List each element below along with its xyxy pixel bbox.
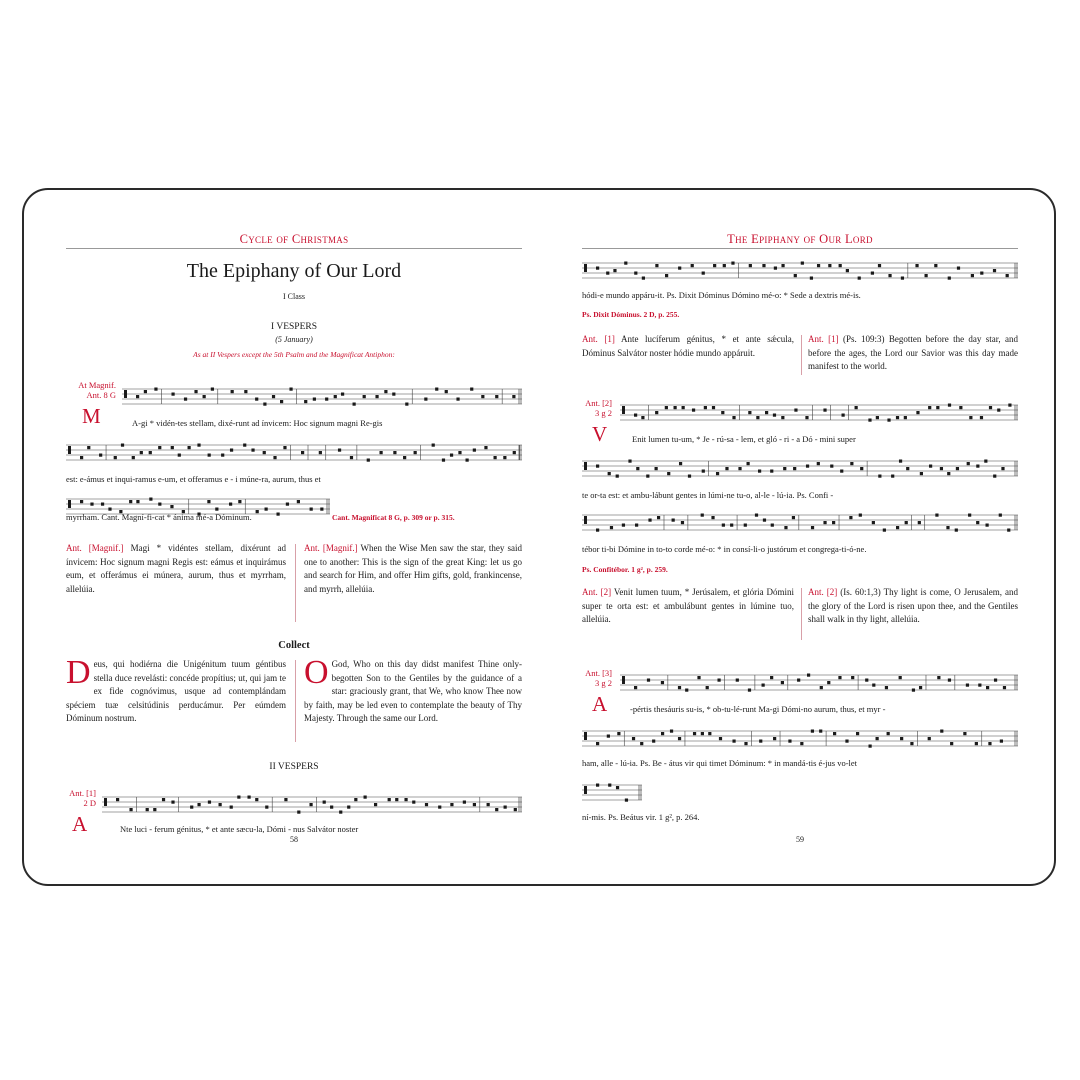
canticle-reference: Cant. Magnificat 8 G, p. 309 or p. 315. xyxy=(332,513,455,522)
magnificat-cue xyxy=(66,380,116,400)
collect-english xyxy=(304,654,522,726)
antiphon-english xyxy=(304,542,522,596)
running-head-rule xyxy=(582,248,1018,249)
collect-latin xyxy=(66,654,286,726)
chant-staff xyxy=(620,672,1018,694)
antiphon-latin-text: Ante lucíferum génitus, * et ante sǽcula, Dóminus Salvátor noster hódie mundo appáruit. xyxy=(582,334,794,358)
column-divider xyxy=(295,660,296,742)
drop-cap: O xyxy=(304,654,329,691)
chant-staff xyxy=(620,402,1018,424)
class-label: I Class xyxy=(283,292,305,301)
chant-staff xyxy=(582,512,1018,534)
antiphon-cue xyxy=(582,398,612,418)
cue-line: At Magnif. xyxy=(78,380,116,390)
vespers-heading: I VESPERS xyxy=(270,322,318,332)
initial-letter: M xyxy=(82,404,101,428)
chant-lyrics: hódi-e mundo appáru-it. Ps. Dixit Dóminus Dómino mé-o: * Sede a dextris mé-is. xyxy=(582,290,861,300)
chant-staff xyxy=(582,458,1018,480)
psalm-reference: Ps. Dixit Dóminus. 2 D, p. 255. xyxy=(582,310,680,319)
column-divider xyxy=(295,544,296,622)
running-head-rule xyxy=(66,248,522,249)
antiphon-english-text: (Ps. 109:3) Begotten before the day star, and before the ages, the Lord our Savior was this day made manifest to the world. xyxy=(808,334,1018,372)
left-page xyxy=(66,190,522,884)
antiphon-label: Ant. [2] xyxy=(808,587,838,597)
antiphon-latin xyxy=(582,586,794,627)
chant-lyrics: ham, alle - lú-ia. Ps. Be - átus vir qui timet Dóminum: * in mandá-tis é-jus vo-let xyxy=(582,758,858,768)
running-head: Cycle of Christmas xyxy=(239,232,349,246)
chant-lyrics: est: e-ámus et inqui-ramus e-um, et offeramus e - i múne-ra, aurum, thus et xyxy=(66,474,321,484)
cue-line: Ant. [1] xyxy=(69,788,96,798)
date-note: (5 January) xyxy=(275,335,313,344)
initial-letter: A xyxy=(72,812,88,836)
cue-mode: Ant. 8 G xyxy=(86,390,116,400)
chant-lyrics: Nte luci - ferum génitus, * et ante sæcu-la, Dómi - nus Salvátor noster xyxy=(120,824,359,834)
initial-letter: A xyxy=(592,692,608,716)
antiphon-label: Ant. [Magnif.] xyxy=(66,543,124,553)
page-number: 58 xyxy=(290,835,298,844)
cue-mode: 3 g 2 xyxy=(595,408,612,418)
collect-latin-text: eus, qui hodiérna die Unigénitum tuum géntibus stella duce revelásti: concéde propítius; ut, qui jam te ex fide cognóvimus, usque ad contemplándam spéciem tuæ celsitúdinis perducámur. Per eúmdem Dóminum nostrum. xyxy=(66,659,286,724)
chant-lyrics: te or-ta est: et ambu-lábunt gentes in lúmi-ne tu-o, al-le - lú-ia. Ps. Confi - xyxy=(582,490,834,500)
antiphon-label: Ant. [2] xyxy=(582,587,612,597)
chant-staff xyxy=(122,386,522,408)
chant-staff xyxy=(582,728,1018,750)
initial-letter: V xyxy=(592,422,608,446)
antiphon-cue xyxy=(582,668,612,688)
running-head: The Epiphany of Our Lord xyxy=(727,232,873,246)
chant-lyrics: ní-mis. Ps. Beátus vir. 1 g², p. 264. xyxy=(582,812,700,822)
chant-staff xyxy=(66,442,522,464)
cue-line: Ant. [2] xyxy=(585,398,612,408)
chant-staff xyxy=(102,794,522,816)
vespers2-heading: II VESPERS xyxy=(269,762,319,772)
antiphon-cue xyxy=(66,788,96,808)
antiphon-label: Ant. [1] xyxy=(808,334,839,344)
antiphon-english-text: When the Wise Men saw the star, they said one to another: This is the sign of the great King: let us go and search for Him, and offer Him gifts, gold, frankincense, and myrrh, allelúia. xyxy=(304,543,522,594)
collect-english-text: God, Who on this day didst manifest Thine only-begotten Son to the Gentiles by the guidance of a star: graciously grant, that We, who know Thee now by faith, may be led even to contemplate the beauty of Thy Majesty. Through the same our Lord. xyxy=(304,659,522,724)
page-number: 59 xyxy=(796,835,804,844)
psalm-reference: Ps. Confitébor. 1 g², p. 259. xyxy=(582,565,668,574)
column-divider xyxy=(801,335,802,375)
antiphon-english xyxy=(808,333,1018,374)
antiphon-latin xyxy=(582,333,794,360)
antiphon-english xyxy=(808,586,1018,627)
antiphon-english-text: (Is. 60:1,3) Thy light is come, O Jerusalem, and the glory of the Lord is risen upon thee, and the Gentiles shall walk in thy light, allelúia. xyxy=(808,587,1019,625)
column-divider xyxy=(801,588,802,640)
collect-heading: Collect xyxy=(278,640,310,651)
chant-lyrics: Enit lumen tu-um, * Je - rú-sa - lem, et gló - ri - a Dó - mini super xyxy=(632,434,856,444)
drop-cap: D xyxy=(66,654,91,691)
antiphon-label: Ant. [Magnif.] xyxy=(304,543,358,553)
antiphon-latin xyxy=(66,542,286,596)
chant-staff xyxy=(582,260,1018,282)
antiphon-label: Ant. [1] xyxy=(582,334,615,344)
chant-lyrics: tébor ti-bi Dómine in to-to corde mé-o: * in consí-li-o justórum et congrega-ti-ó-ne. xyxy=(582,544,867,554)
chant-lyrics: myrrham. Cant. Magní-fi-cat * ánima mé-a Dóminum. xyxy=(66,512,252,522)
cue-mode: 2 D xyxy=(83,798,96,808)
right-page xyxy=(582,190,1018,884)
book-spread xyxy=(22,188,1056,886)
cue-mode: 3 g 2 xyxy=(595,678,612,688)
page-title: The Epiphany of Our Lord xyxy=(186,260,402,282)
rubric-note: As at II Vespers except the 5th Psalm and the Magnificat Antiphon: xyxy=(193,350,395,359)
chant-lyrics: -pértis thesáuris su-is, * ob-tu-lé-runt Ma-gi Dómi-no aurum, thus, et myr - xyxy=(630,704,886,714)
antiphon-latin-text: Magi * vidéntes stellam, dixérunt ad ínvicem: Hoc signum magni Regis est: eámus et inquirámus eum, et offerámus ei múnera, aurum, thus et myrrham, allelúia. xyxy=(66,543,286,594)
chant-staff xyxy=(582,782,642,804)
chant-lyrics: A-gi * vidén-tes stellam, dixé-runt ad ínvicem: Hoc signum magni Re-gis xyxy=(132,418,383,428)
antiphon-latin-text: Venit lumen tuum, * Jerúsalem, et glória Dómini super te orta est: et ambulábunt gentes in lúmine tuo, allelúia. xyxy=(582,587,794,625)
cue-line: Ant. [3] xyxy=(585,668,612,678)
